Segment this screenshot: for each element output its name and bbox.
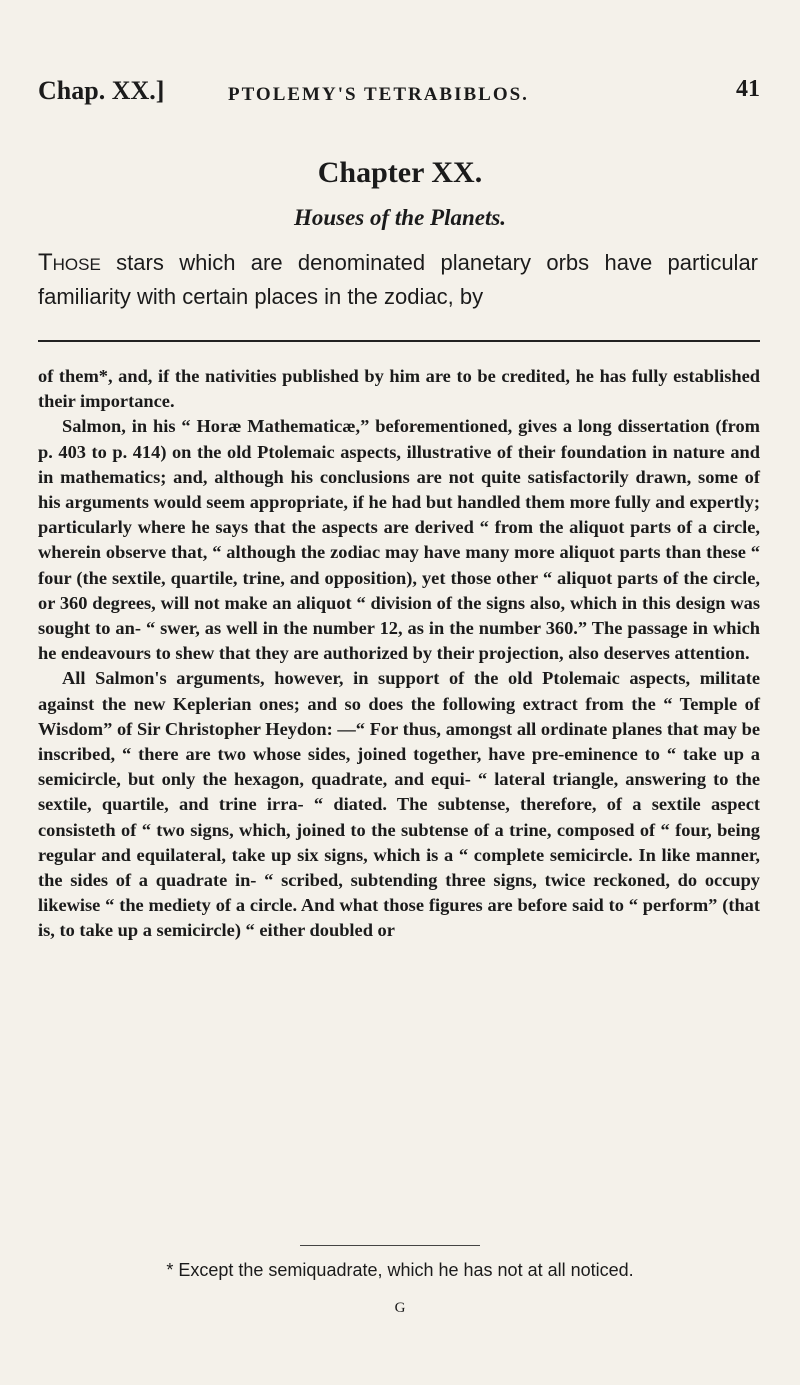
page-number: 41 bbox=[736, 76, 760, 102]
main-text-body: stars which are denominated planetary orbs have particular familiarity with certain places in the zodiac, by bbox=[38, 250, 758, 309]
note-paragraph: of them*, and, if the nativities published by him are to be credited, he has fully established their importance. bbox=[38, 366, 760, 412]
chapter-subtitle: Houses of the Planets. bbox=[293, 205, 507, 230]
main-text bbox=[38, 246, 758, 314]
lead-word: Those bbox=[38, 249, 101, 276]
note-paragraph: Salmon, in his “ Horæ Mathematicæ,” beforementioned, gives a long dissertation (from p. 403 to p. 414) on the old Ptolemaic aspects, illustrative of their foundation in nature and in mathematics; and, although his conclusions are not quite satisfactorily drawn, some of his arguments would seem appropriate, if he had but handled them more fully and expertly; particularly where he says that the aspects are derived “ from the aliquot parts of a circle, wherein observe that, “ although the zodiac may have many more aliquot parts than these “ four (the sextile, quartile, trine, and opposition), yet those other “ aliquot parts of the circle, or 360 degrees, will not make an aliquot “ division of the signs also, which in this design was sought to an- “ swer, as well in the number 12, as in the number 360.” The passage in which he endeavours to shew that they are authorized by their projection, also deserves attention. bbox=[38, 416, 760, 664]
chapter-title: Chapter XX. bbox=[317, 156, 483, 189]
note-block bbox=[38, 364, 760, 944]
note-rule bbox=[38, 340, 760, 342]
footnote: * Except the semiquadrate, which he has not at all noticed. bbox=[166, 1260, 634, 1280]
footnote-rule bbox=[300, 1245, 480, 1246]
signature-mark: G bbox=[394, 1300, 406, 1316]
chapter-marker: Chap. XX.] bbox=[38, 76, 165, 105]
book-title: PTOLEMY'S TETRABIBLOS. bbox=[228, 84, 529, 105]
running-head bbox=[38, 76, 760, 116]
note-paragraph: All Salmon's arguments, however, in support of the old Ptolemaic aspects, militate against the new Keplerian ones; and so does the following extract from the “ Temple of Wisdom” of Sir Christopher Heydon: —“ For thus, amongst all ordinate planes that may be inscribed, “ there are two whose sides, joined together, have pre-eminence to “ take up a semicircle, but only the hexagon, quadrate, and equi- “ lateral triangle, answering to the sextile, quartile, and trine irra- “ diated. The subtense, therefore, of a sextile aspect consisteth of “ two signs, which, joined to the subtense of a trine, composed of “ four, being regular and equilateral, take up six signs, which is a “ complete semicircle. In like manner, the sides of a quadrate in- “ scribed, subtending three signs, twice reckoned, do occupy likewise “ the mediety of a circle. And what those figures are before said to “ perform” (that is, to take up a semicircle) “ either doubled or bbox=[38, 668, 760, 941]
